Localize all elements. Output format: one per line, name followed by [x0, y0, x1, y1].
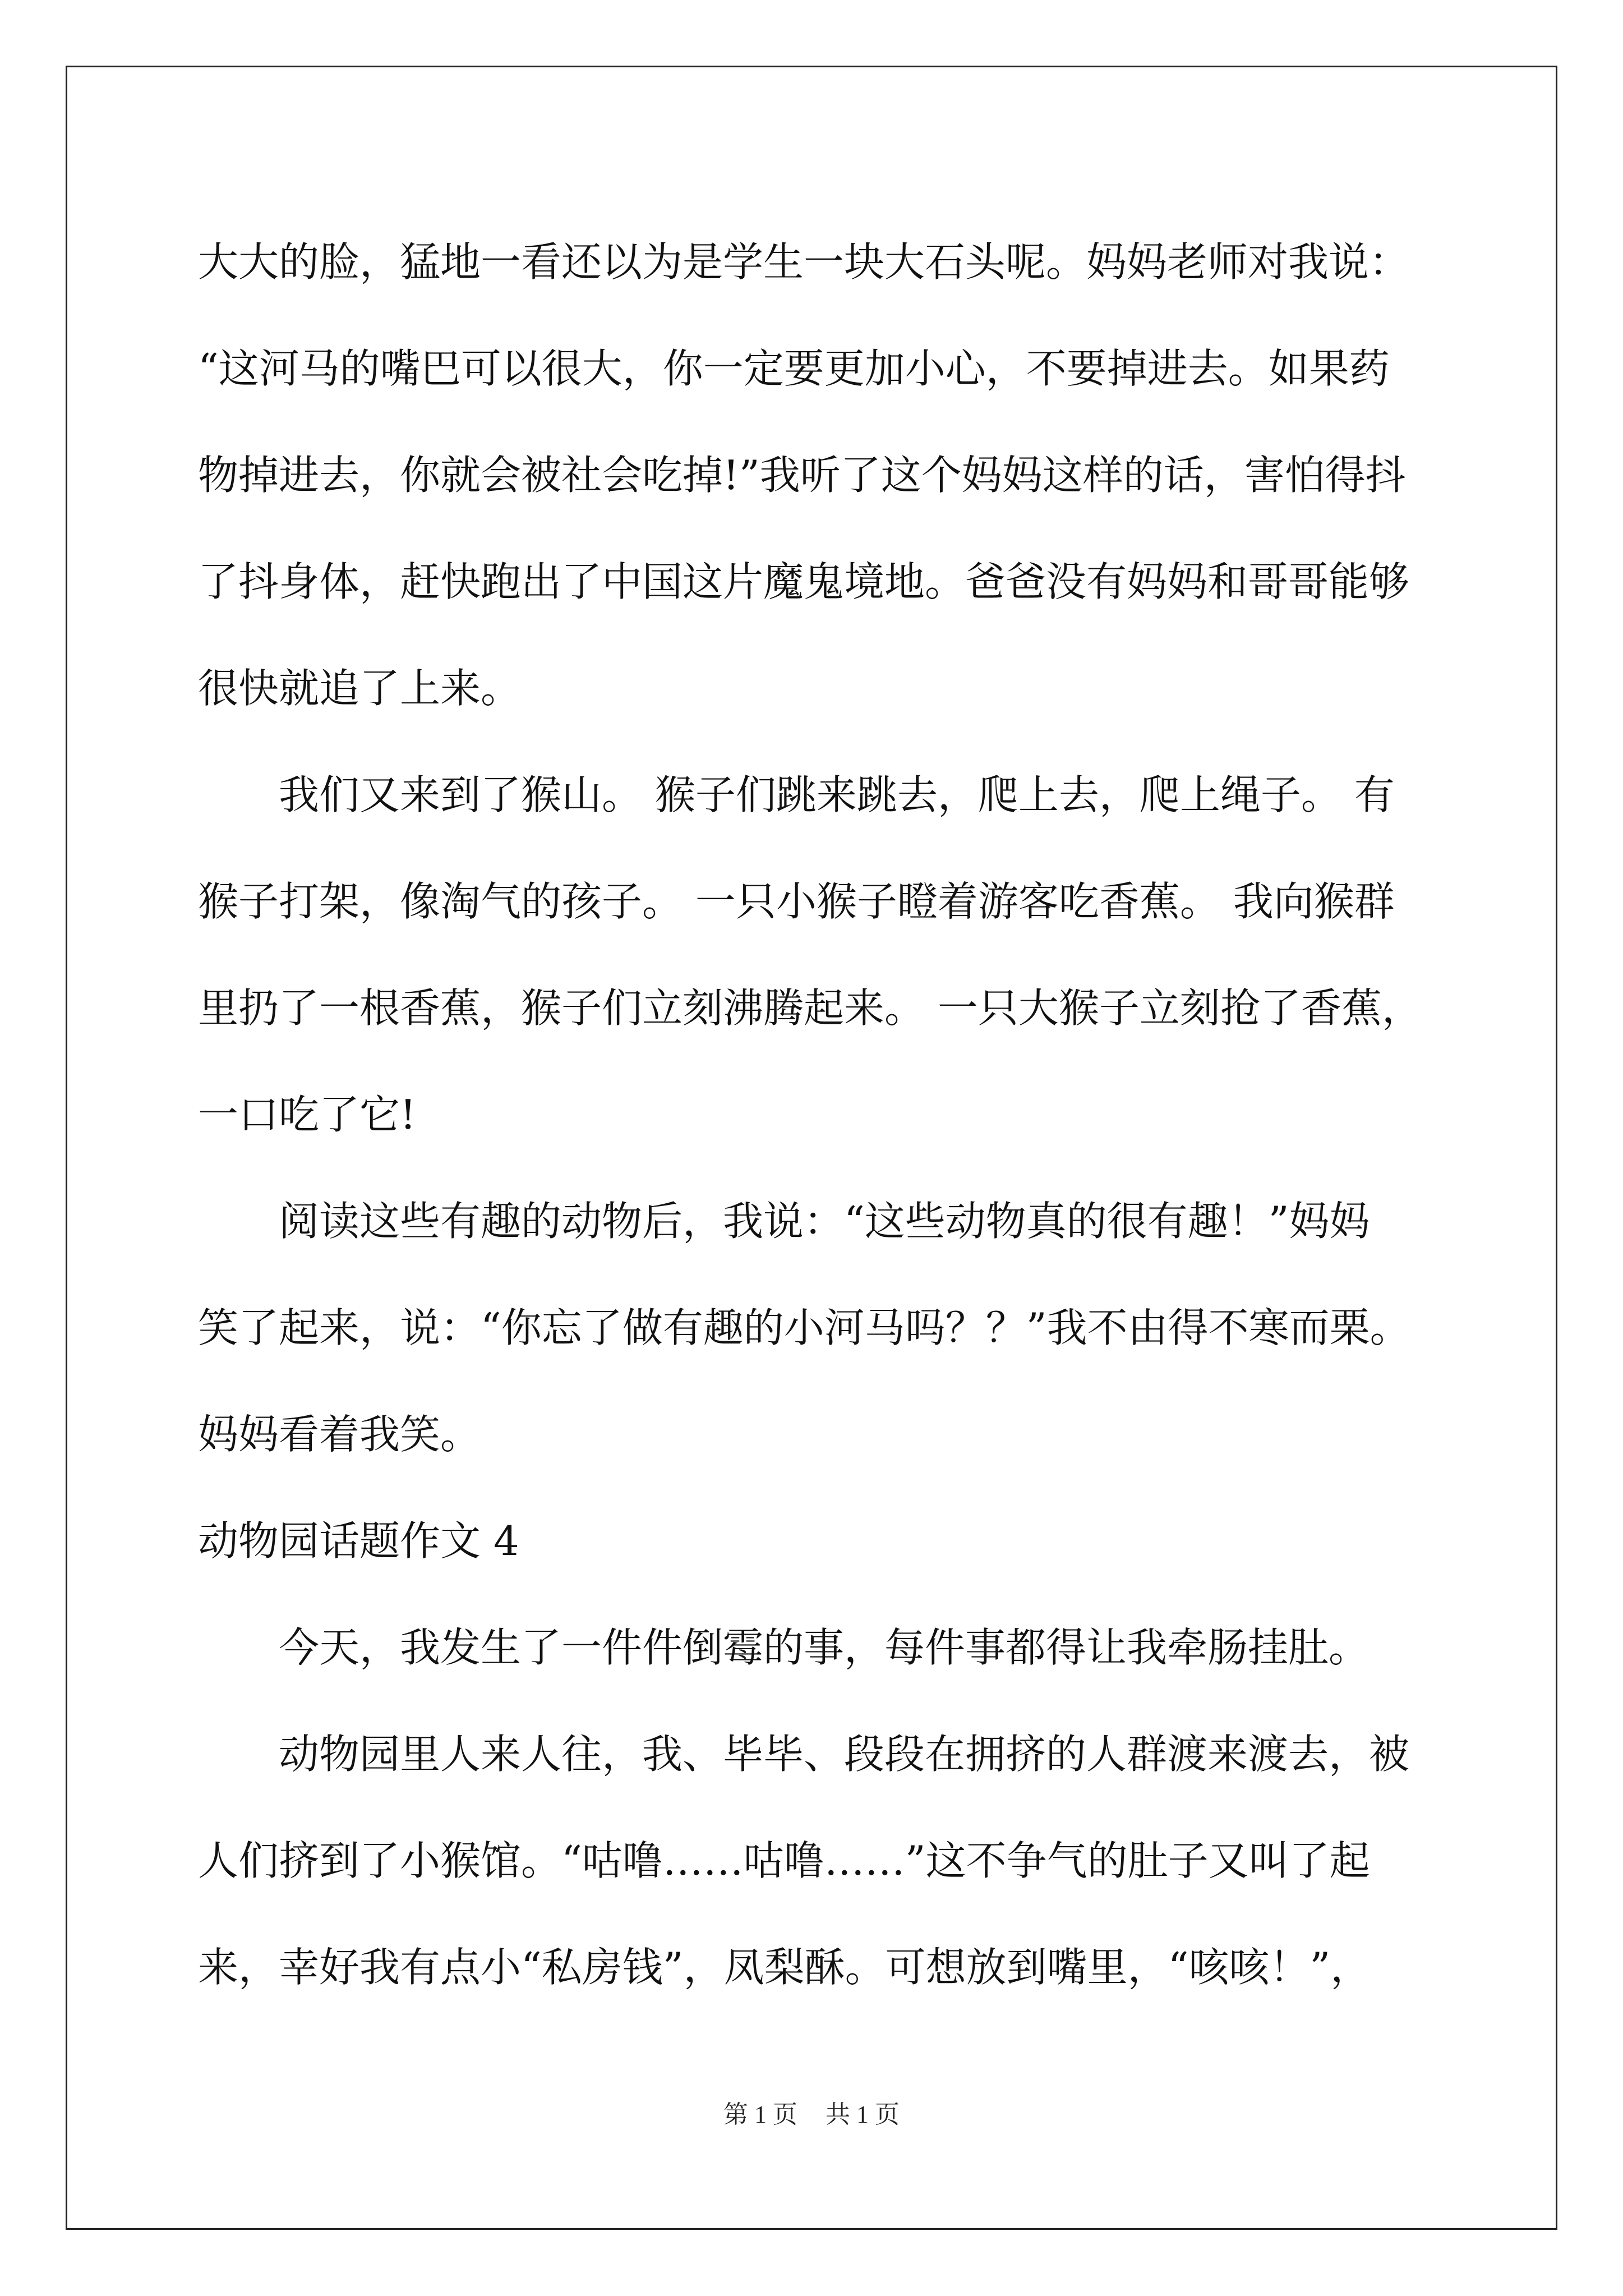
text-line: 里扔了一根香蕉，猴子们立刻沸腾起来。 一只大猴子立刻抢了香蕉，: [198, 984, 1422, 1032]
text-line: 物掉进去，你就会被社会吃掉!”我听了这个妈妈这样的话，害怕得抖: [198, 452, 1406, 499]
text-line: 了抖身体，赶快跑出了中国这片魔鬼境地。爸爸没有妈妈和哥哥能够: [198, 558, 1410, 605]
text-line: 今天，我发生了一件件倒霉的事，每件事都得让我牵肠挂肚。: [279, 1624, 1370, 1671]
text-line: 人们挤到了小猴馆。“咕噜……咕噜……”这不争气的肚子又叫了起: [198, 1837, 1370, 1884]
text-line: 很快就追了上来。: [198, 665, 522, 712]
page-number: 第 1 页: [723, 2101, 797, 2128]
document-body: [198, 209, 1449, 2021]
text-line: “这河马的嘴巴可以很大，你一定要更加小心，不要掉进去。如果药: [198, 345, 1390, 392]
page-footer: [0, 2098, 1623, 2132]
text-line: 笑了起来，说：“你忘了做有趣的小河马吗？？”我不由得不寒而栗。: [198, 1304, 1410, 1351]
text-line: 阅读这些有趣的动物后，我说：“这些动物真的很有趣！”妈妈: [279, 1198, 1370, 1245]
text-line: 一口吃了它!: [198, 1091, 416, 1138]
text-line: 猴子打架，像淘气的孩子。 一只小猴子瞪着游客吃香蕉。 我向猴群: [198, 878, 1395, 925]
text-line: 大大的脸，猛地一看还以为是学生一块大石头呢。妈妈老师对我说：: [198, 238, 1410, 286]
text-line: 我们又来到了猴山。 猴子们跳来跳去，爬上去，爬上绳子。 有: [279, 771, 1395, 818]
text-line: 妈妈看着我笑。: [198, 1411, 481, 1458]
text-line: 动物园里人来人往，我、毕毕、段段在拥挤的人群渡来渡去，被: [279, 1731, 1410, 1778]
page-total: 共 1 页: [826, 2101, 900, 2128]
text-line: 来，幸好我有点小“私房钱”，凤梨酥。可想放到嘴里，“咳咳！”，: [198, 1944, 1371, 1991]
section-heading: 动物园话题作文 4: [198, 1517, 519, 1565]
